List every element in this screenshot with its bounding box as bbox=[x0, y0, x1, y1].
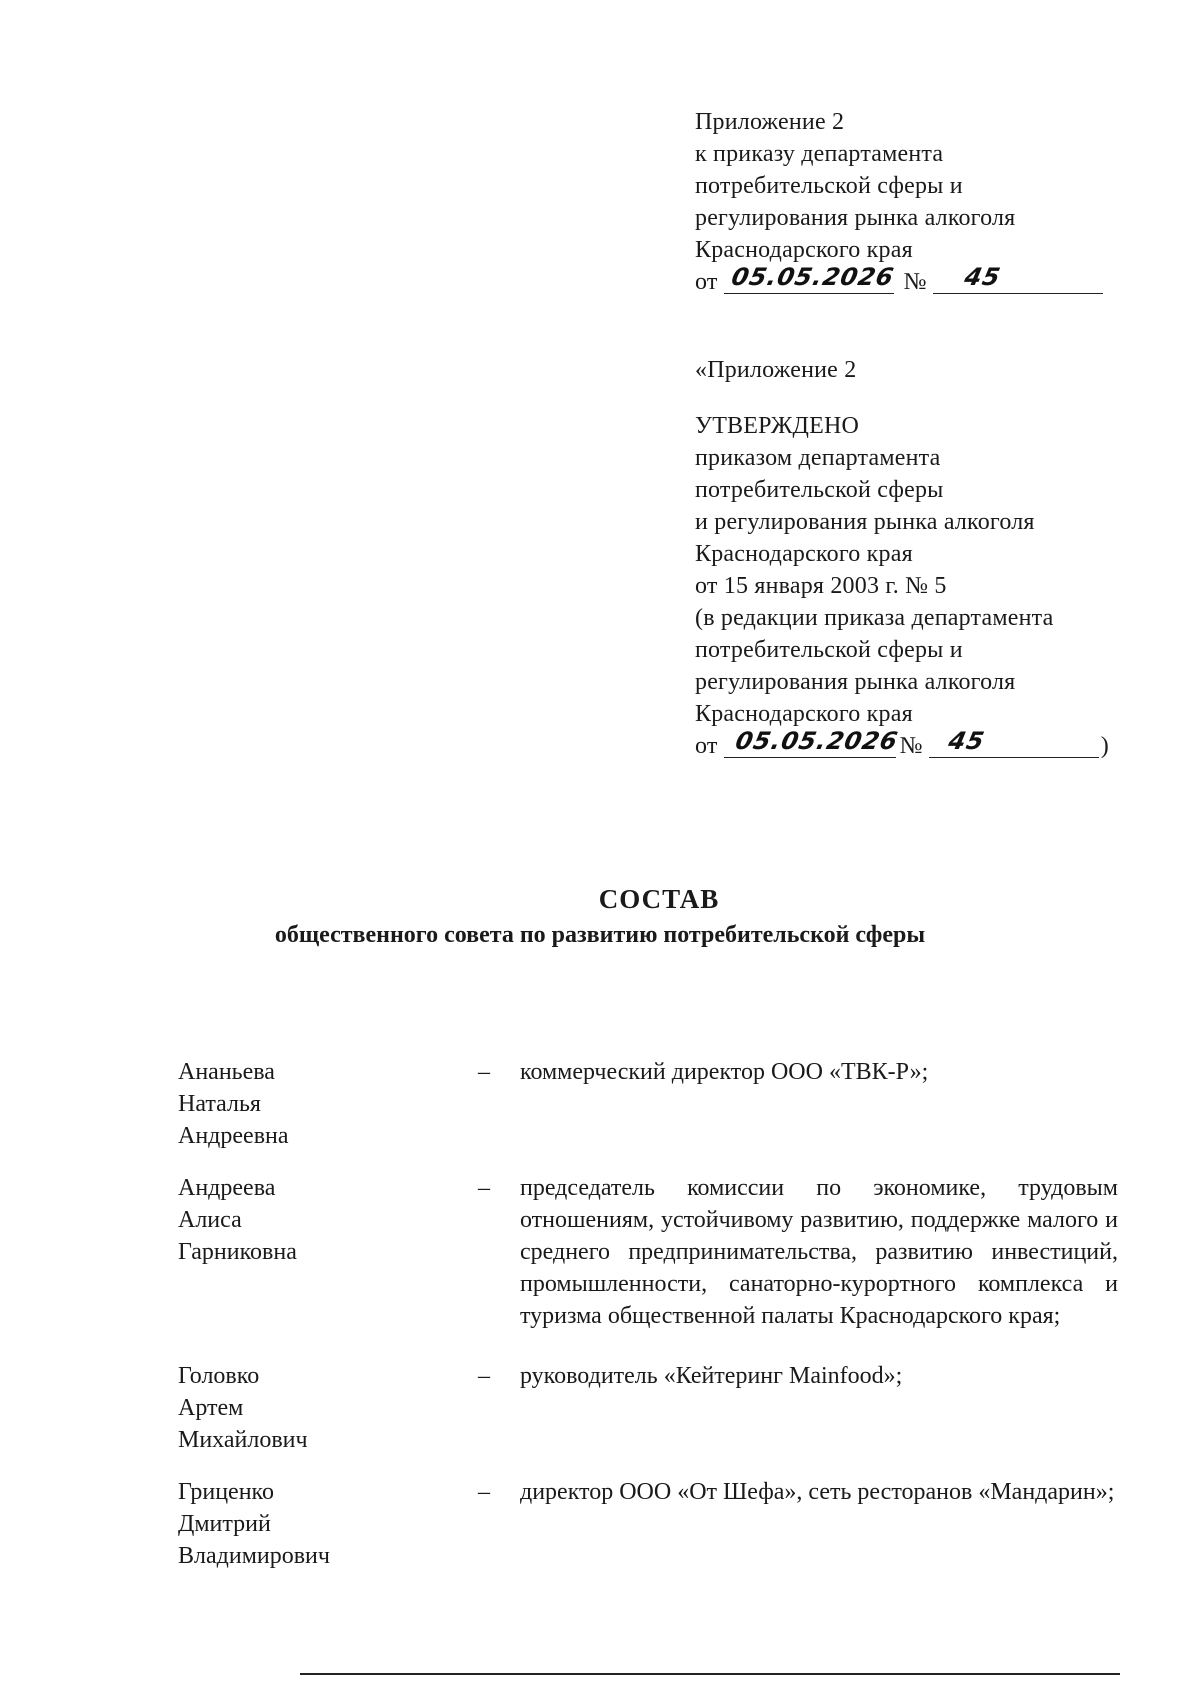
approved-line-8: регулирования рынка алкоголя bbox=[695, 669, 1016, 695]
member-dash: – bbox=[478, 1175, 490, 1201]
title-subtitle: общественного совета по развитию потребительской сферы bbox=[274, 922, 926, 948]
member-name: Наталья bbox=[178, 1091, 261, 1117]
members-list bbox=[178, 1056, 1118, 1592]
member-row bbox=[178, 1476, 1118, 1572]
approved-line-5: от 15 января 2003 г. № 5 bbox=[695, 573, 947, 599]
member-full-name bbox=[178, 1172, 478, 1332]
member-name: Дмитрий bbox=[178, 1511, 271, 1537]
member-dash: – bbox=[478, 1479, 490, 1505]
member-full-name bbox=[178, 1476, 478, 1572]
member-patronymic: Михайлович bbox=[178, 1427, 308, 1453]
member-full-name bbox=[178, 1360, 478, 1456]
member-row bbox=[178, 1056, 1118, 1152]
member-surname: Андреева bbox=[178, 1175, 276, 1201]
member-name: Алиса bbox=[178, 1207, 242, 1233]
member-surname: Головко bbox=[178, 1363, 260, 1389]
member-description: председатель комиссии по экономике, трудовым отношениям, устойчивому развитию, поддержке малого и среднего предпринимательства, развитию инвестиций, промышленности, санаторно-курортного комплекса и туризма общественной палаты Краснодарского края; bbox=[520, 1175, 1118, 1329]
member-dash: – bbox=[478, 1059, 490, 1085]
annex-number-handwritten: 45 bbox=[961, 263, 1004, 291]
annex-date-field bbox=[724, 263, 897, 294]
member-description: директор ООО «От Шефа», сеть ресторанов «Мандарин»; bbox=[520, 1479, 1115, 1505]
member-patronymic: Андреевна bbox=[178, 1123, 289, 1149]
annex-date-number-line bbox=[695, 263, 1115, 298]
approved-label: УТВЕРЖДЕНО bbox=[695, 413, 860, 439]
document-title bbox=[0, 880, 1200, 952]
approved-line-3: и регулирования рынка алкоголя bbox=[695, 509, 1035, 535]
approved-date-number-line bbox=[695, 727, 1115, 762]
annex-header bbox=[695, 106, 1115, 762]
member-row bbox=[178, 1172, 1118, 1332]
approved-line-1: приказом департамента bbox=[695, 445, 941, 471]
annex-line-2: к приказу департамента bbox=[695, 141, 944, 167]
member-patronymic: Гарниковна bbox=[178, 1239, 297, 1265]
annex-line-3: потребительской сферы и bbox=[695, 173, 963, 199]
approved-line-9: Краснодарского края bbox=[695, 701, 913, 727]
approved-number-prefix: № bbox=[899, 733, 923, 759]
member-surname: Гриценко bbox=[178, 1479, 274, 1505]
member-row bbox=[178, 1360, 1118, 1456]
annex-line-5: Краснодарского края bbox=[695, 237, 913, 263]
member-description: коммерческий директор ООО «ТВК-Р»; bbox=[520, 1059, 929, 1085]
approved-line-2: потребительской сферы bbox=[695, 477, 944, 503]
approved-number-field bbox=[929, 727, 1099, 758]
member-full-name bbox=[178, 1056, 478, 1152]
annex-number-prefix: № bbox=[903, 269, 927, 295]
member-patronymic: Владимирович bbox=[178, 1543, 330, 1569]
member-name: Артем bbox=[178, 1395, 244, 1421]
annex-from-prefix: от bbox=[695, 269, 718, 295]
approved-line-4: Краснодарского края bbox=[695, 541, 913, 567]
approved-date-handwritten: 05.05.2026 bbox=[732, 727, 901, 755]
approved-closing-paren: ) bbox=[1100, 733, 1109, 759]
annex-line-1: Приложение 2 bbox=[695, 109, 845, 135]
member-description: руководитель «Кейтеринг Mainfood»; bbox=[520, 1363, 903, 1389]
member-surname: Ананьева bbox=[178, 1059, 275, 1085]
annex-line-4: регулирования рынка алкоголя bbox=[695, 205, 1016, 231]
title-main: СОСТАВ bbox=[598, 884, 720, 914]
approved-number-handwritten: 45 bbox=[945, 727, 988, 755]
member-dash: – bbox=[478, 1363, 490, 1389]
approved-line-7: потребительской сферы и bbox=[695, 637, 963, 663]
approved-from-prefix: от bbox=[695, 733, 718, 759]
approved-line-6: (в редакции приказа департамента bbox=[695, 605, 1054, 631]
approved-date-field bbox=[724, 727, 901, 758]
annex-date-handwritten: 05.05.2026 bbox=[728, 263, 897, 291]
approved-quote-line: «Приложение 2 bbox=[695, 357, 857, 383]
bottom-rule bbox=[300, 1673, 1120, 1675]
annex-number-field bbox=[933, 263, 1103, 294]
